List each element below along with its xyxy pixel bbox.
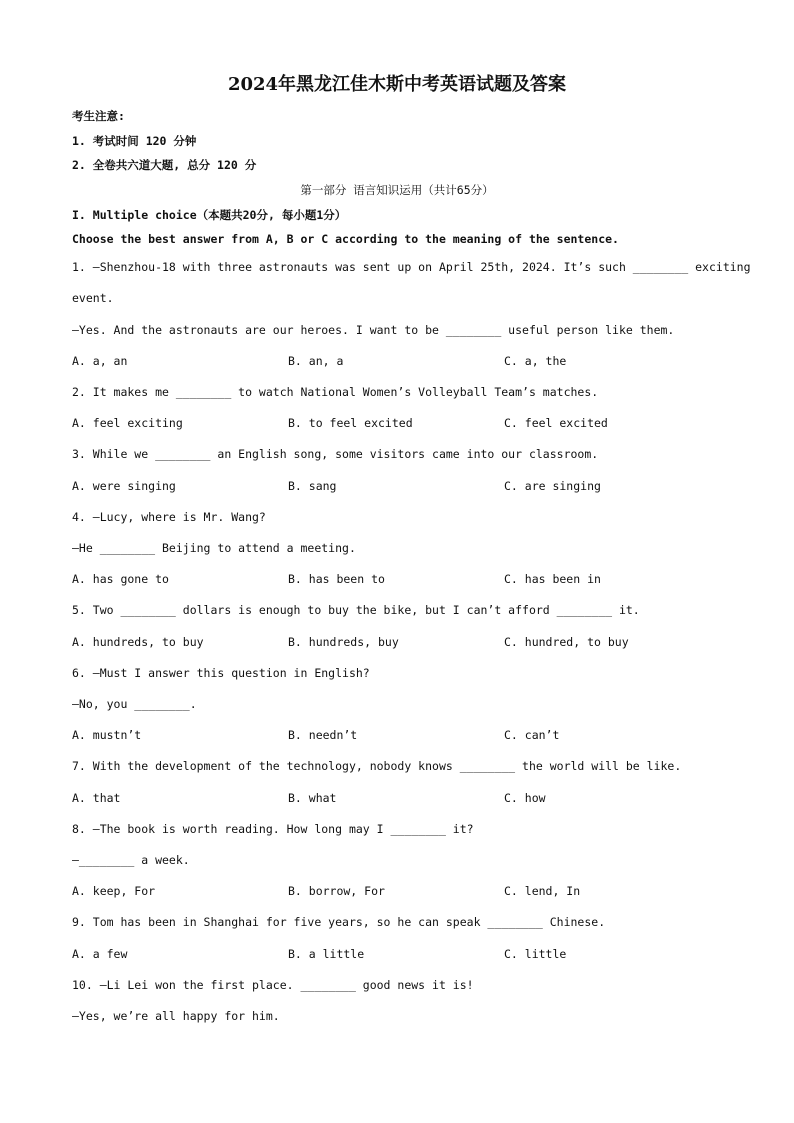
option-b: B. to feel excited (288, 416, 413, 430)
option-b: B. a little (288, 947, 365, 961)
question-line: 3. While we ________ an English song, some visitors came into our classroom. (72, 447, 599, 461)
question-line: 8. —The book is worth reading. How long may I ________ it? (72, 822, 474, 836)
question-line: 5. Two ________ dollars is enough to buy the bike, but I can’t afford ________ it. (72, 603, 640, 617)
option-b: B. an, a (288, 354, 344, 368)
option-c: C. little (504, 947, 567, 961)
option-c: C. how (504, 791, 546, 805)
section-instruction: Choose the best answer from A, B or C according to the meaning of the sentence. (72, 232, 619, 246)
question-line: —Yes. And the astronauts are our heroes. I want to be ________ useful person like them. (72, 323, 675, 337)
option-b: B. borrow, For (288, 884, 385, 898)
question-line: 6. —Must I answer this question in English? (72, 666, 370, 680)
option-a: A. a, an (72, 354, 128, 368)
option-a: A. hundreds, to buy (72, 635, 204, 649)
question-line: —He ________ Beijing to attend a meeting. (72, 541, 356, 555)
option-c: C. a, the (504, 354, 567, 368)
question-line: 1. —Shenzhou-18 with three astronauts was sent up on April 25th, 2024. It’s such ________ exciting (72, 260, 751, 274)
option-c: C. are singing (504, 479, 601, 493)
question-line: 4. —Lucy, where is Mr. Wang? (72, 510, 266, 524)
option-a: A. a few (72, 947, 128, 961)
option-c: C. has been in (504, 572, 601, 586)
option-c: C. lend, In (504, 884, 581, 898)
option-b: B. hundreds, buy (288, 635, 399, 649)
option-b: B. what (288, 791, 337, 805)
question-line: —No, you ________. (72, 697, 197, 711)
question-line: —Yes, we’re all happy for him. (72, 1009, 280, 1023)
option-a: A. that (72, 791, 121, 805)
notice-item: 1. 考试时间 120 分钟 (72, 134, 197, 148)
page-title: 2024年黑龙江佳木斯中考英语试题及答案 (227, 74, 567, 95)
option-c: C. can’t (504, 728, 560, 742)
section-title: I. Multiple choice（本题共20分, 每小题1分） (72, 208, 347, 222)
option-b: B. has been to (288, 572, 385, 586)
part-title: 第一部分 语言知识运用（共计65分） (300, 183, 494, 197)
question-line: —________ a week. (72, 853, 190, 867)
question-line: 9. Tom has been in Shanghai for five years, so he can speak ________ Chinese. (72, 915, 606, 929)
question-line: 7. With the development of the technology, nobody knows ________ the world will be like. (72, 759, 682, 773)
option-a: A. has gone to (72, 572, 169, 586)
option-a: A. were singing (72, 479, 176, 493)
option-b: B. sang (288, 479, 337, 493)
option-c: C. feel excited (504, 416, 608, 430)
notice-heading: 考生注意: (72, 109, 125, 123)
option-a: A. mustn’t (72, 728, 142, 742)
question-line: event. (72, 291, 114, 305)
option-c: C. hundred, to buy (504, 635, 629, 649)
question-line: 10. —Li Lei won the first place. ________ good news it is! (72, 978, 474, 992)
question-line: 2. It makes me ________ to watch National Women’s Volleyball Team’s matches. (72, 385, 599, 399)
option-a: A. feel exciting (72, 416, 183, 430)
notice-item: 2. 全卷共六道大题, 总分 120 分 (72, 158, 257, 172)
option-b: B. needn’t (288, 728, 358, 742)
option-a: A. keep, For (72, 884, 156, 898)
